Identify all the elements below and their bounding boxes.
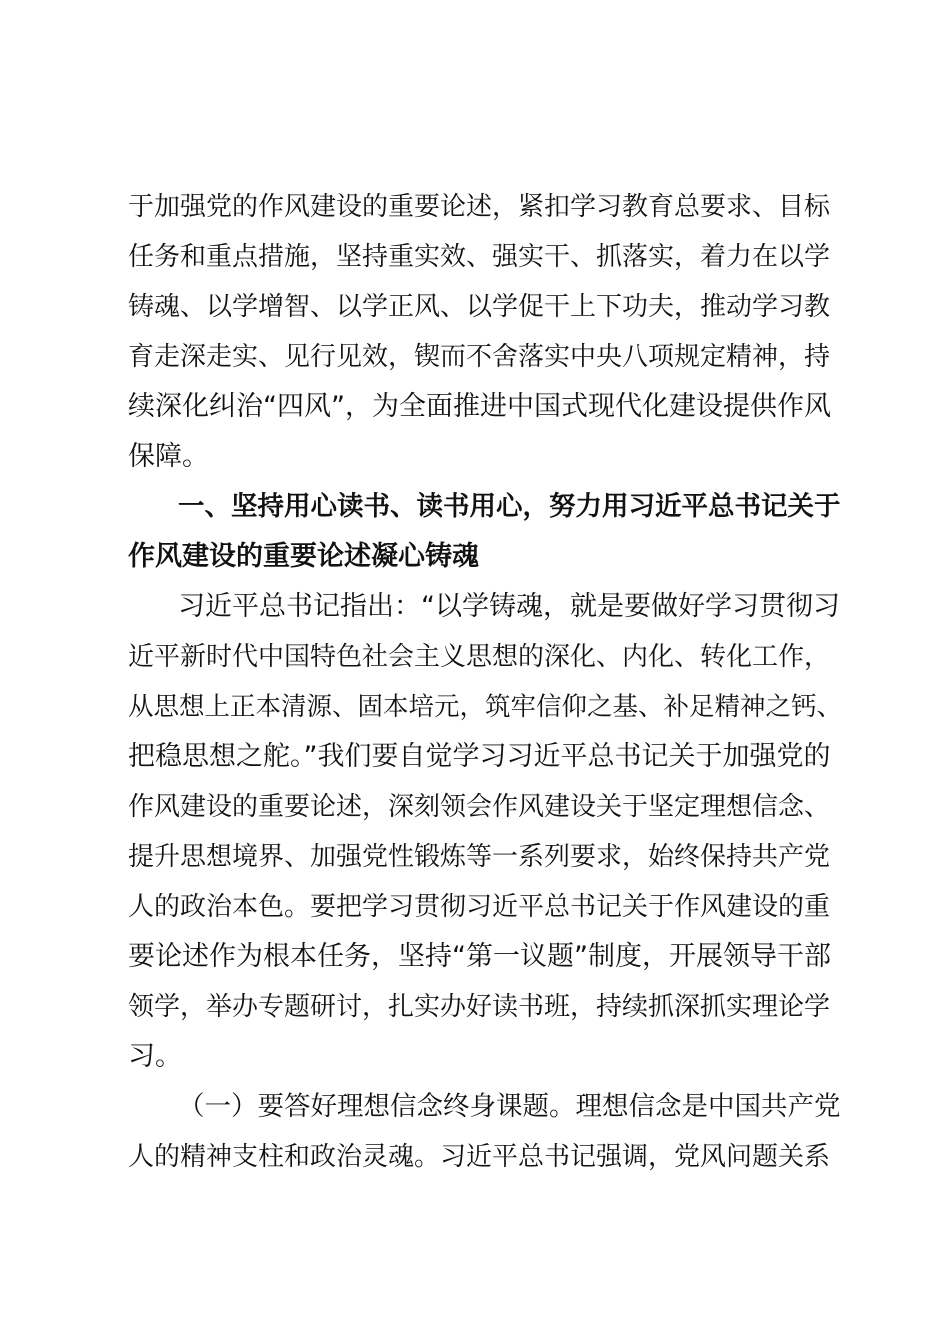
section-heading: 一、坚持用心读书、读书用心，努力用习近平总书记关于 (178, 491, 841, 522)
text-line: 人的精神支柱和政治灵魂。习近平总书记强调，党风问题关系 (128, 1142, 831, 1172)
text-line: 人的政治本色。要把学习贯彻习近平总书记关于作风建设的重 (128, 892, 831, 922)
section-heading: 作风建设的重要论述凝心铸魂 (128, 541, 479, 572)
text-line: 提升思想境界、加强党性锻炼等一系列要求，始终保持共产党 (128, 842, 831, 872)
text-line: 习。 (128, 1041, 182, 1072)
text-line: 保障。 (128, 441, 209, 472)
text-line: 于加强党的作风建设的重要论述，紧扣学习教育总要求、目标 (128, 192, 831, 222)
text-line: 领学，举办专题研讨，扎实办好读书班，持续抓深抓实理论学 (128, 992, 831, 1022)
text-line: （一）要答好理想信念终身课题。理想信念是中国共产党 (178, 1091, 841, 1122)
text-line: 把稳思想之舵。”我们要自觉学习习近平总书记关于加强党的 (128, 741, 831, 772)
text-line: 习近平总书记指出：“以学铸魂，就是要做好学习贯彻习 (178, 591, 840, 622)
text-line: 铸魂、以学增智、以学正风、以学促干上下功夫，推动学习教 (128, 292, 831, 322)
text-line: 要论述作为根本任务，坚持“第一议题”制度，开展领导干部 (128, 941, 831, 972)
text-line: 作风建设的重要论述，深刻领会作风建设关于坚定理想信念、 (128, 792, 831, 822)
text-line: 续深化纠治“四风”，为全面推进中国式现代化建设提供作风 (128, 391, 831, 422)
text-line: 任务和重点措施，坚持重实效、强实干、抓落实，着力在以学 (128, 242, 831, 272)
text-line: 从思想上正本清源、固本培元，筑牢信仰之基、补足精神之钙、 (128, 692, 843, 722)
text-line: 育走深走实、见行见效，锲而不舍落实中央八项规定精神，持 (128, 342, 831, 372)
text-line: 近平新时代中国特色社会主义思想的深化、内化、转化工作， (128, 642, 831, 672)
